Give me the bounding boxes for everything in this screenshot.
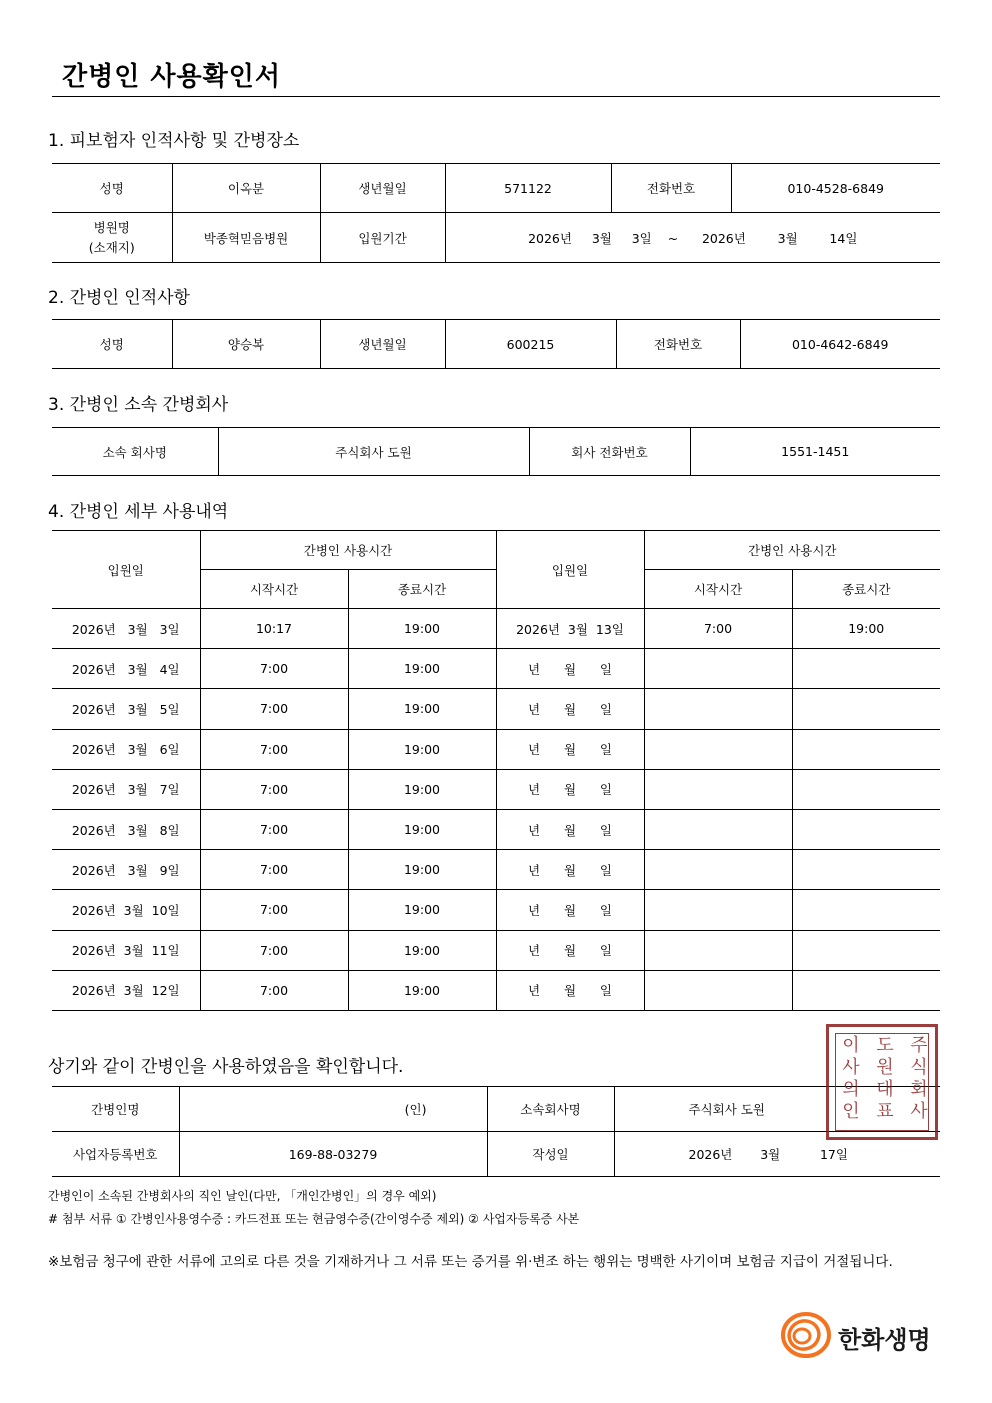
company-name-label: 소속 회사명 [52, 428, 218, 476]
table-row [52, 890, 940, 930]
usage-date: 2026년 3월 8일 [52, 809, 200, 849]
usage-start-2 [644, 930, 792, 970]
usage-date-2: 년 월 일 [496, 970, 644, 1010]
usage-end-2 [792, 809, 940, 849]
caregiver-sign-label: 간병인명 [52, 1087, 179, 1132]
insured-name: 이옥분 [172, 164, 320, 213]
table-row [52, 930, 940, 970]
usage-start-2 [644, 850, 792, 890]
usage-end: 19:00 [348, 970, 496, 1010]
usage-date: 2026년 3월 10일 [52, 890, 200, 930]
company-seal-stamp [826, 1024, 938, 1140]
caregiver-table [52, 319, 940, 369]
usage-end-2 [792, 689, 940, 729]
insured-birth-label: 생년월일 [320, 164, 445, 213]
table-row [52, 850, 940, 890]
usage-end: 19:00 [348, 689, 496, 729]
usage-end-2 [792, 649, 940, 689]
usage-end-2 [792, 769, 940, 809]
hospital-label-cell [52, 213, 172, 263]
usage-date-header-2: 입원일 [496, 531, 644, 609]
usage-start: 7:00 [200, 809, 348, 849]
usage-date: 2026년 3월 4일 [52, 649, 200, 689]
title-divider [52, 96, 940, 97]
usage-start-2 [644, 970, 792, 1010]
usage-date: 2026년 3월 7일 [52, 769, 200, 809]
usage-date: 2026년 3월 5일 [52, 689, 200, 729]
usage-end-2 [792, 890, 940, 930]
usage-end-header: 종료시간 [348, 570, 496, 609]
seal-line-3: 이사의인 [842, 1035, 860, 1122]
signature-table [52, 1086, 940, 1177]
usage-start-2 [644, 689, 792, 729]
table-row [52, 970, 940, 1010]
insured-phone-label: 전화번호 [611, 164, 731, 213]
usage-end-2 [792, 729, 940, 769]
usage-end: 19:00 [348, 769, 496, 809]
insured-phone: 010-4528-6849 [731, 164, 940, 213]
usage-end: 19:00 [348, 890, 496, 930]
usage-time-header: 간병인 사용시간 [200, 531, 496, 570]
usage-date-2: 2026년 3월 13일 [496, 609, 644, 649]
page-title: 간병인 사용확인서 [62, 62, 281, 92]
hospital-label: 병원명 [93, 219, 130, 235]
company-table [52, 427, 940, 476]
table-row [52, 609, 940, 649]
usage-end: 19:00 [348, 930, 496, 970]
caregiver-birth-label: 생년월일 [320, 320, 445, 369]
table-row [52, 689, 940, 729]
hospital-name: 박종혁믿음병원 [172, 213, 320, 263]
usage-date-header: 입원일 [52, 531, 200, 609]
usage-end-2 [792, 850, 940, 890]
usage-date: 2026년 3월 3일 [52, 609, 200, 649]
note-attachments: # 첨부 서류 ① 간병인사용영수증 : 카드전표 또는 현금영수증(간이영수증 제외) ② 사업자등록증 사본 [48, 1212, 580, 1226]
hospital-sub-label: (소재지) [88, 239, 135, 255]
usage-table [52, 530, 940, 1011]
company-name: 주식회사 도원 [218, 428, 529, 476]
caregiver-name-label: 성명 [52, 320, 172, 369]
confirmation-text: 상기와 같이 간병인을 사용하였음을 확인합니다. [48, 1057, 404, 1077]
caregiver-name: 양승복 [172, 320, 320, 369]
fraud-warning: ※보험금 청구에 관한 서류에 고의로 다른 것을 기재하거나 그 서류 또는 증거를 위·변조 하는 행위는 명백한 사기이며 보험금 지급이 거절됩니다. [48, 1254, 893, 1270]
admission-period: 2026년 3월 3일 ~ 2026년 3월 14일 [445, 213, 940, 263]
usage-start: 7:00 [200, 930, 348, 970]
usage-end-2: 19:00 [792, 609, 940, 649]
company-phone: 1551-1451 [690, 428, 940, 476]
section-3-heading: 3. 간병인 소속 간병회사 [48, 395, 229, 415]
section-2-heading: 2. 간병인 인적사항 [48, 288, 190, 308]
usage-start: 7:00 [200, 890, 348, 930]
table-row [52, 809, 940, 849]
period-label: 입원기간 [320, 213, 445, 263]
usage-date-2: 년 월 일 [496, 729, 644, 769]
usage-time-header-2: 간병인 사용시간 [644, 531, 940, 570]
caregiver-phone-label: 전화번호 [616, 320, 740, 369]
caregiver-birth: 600215 [445, 320, 616, 369]
bizno: 169-88-03279 [179, 1132, 487, 1177]
section-1-heading: 1. 피보험자 인적사항 및 간병장소 [48, 131, 300, 151]
usage-date: 2026년 3월 12일 [52, 970, 200, 1010]
logo-text: 한화생명 [838, 1326, 931, 1354]
usage-start: 7:00 [200, 649, 348, 689]
usage-end: 19:00 [348, 649, 496, 689]
usage-end-header-2: 종료시간 [792, 570, 940, 609]
usage-date-2: 년 월 일 [496, 809, 644, 849]
write-date: 2026년 3월 17일 [614, 1132, 940, 1177]
usage-date-2: 년 월 일 [496, 930, 644, 970]
usage-start-header-2: 시작시간 [644, 570, 792, 609]
usage-date-2: 년 월 일 [496, 769, 644, 809]
usage-date: 2026년 3월 6일 [52, 729, 200, 769]
insured-name-label: 성명 [52, 164, 172, 213]
usage-end: 19:00 [348, 850, 496, 890]
usage-start: 10:17 [200, 609, 348, 649]
table-row [52, 649, 940, 689]
note-seal: 간병인이 소속된 간병회사의 직인 날인(다만, 「개인간병인」의 경우 예외) [48, 1189, 437, 1203]
table-row [52, 769, 940, 809]
bizno-label: 사업자등록번호 [52, 1132, 179, 1177]
usage-end: 19:00 [348, 809, 496, 849]
usage-start-2 [644, 649, 792, 689]
usage-date-2: 년 월 일 [496, 890, 644, 930]
sign-company: 주식회사 도원 [614, 1087, 940, 1132]
usage-end-2 [792, 970, 940, 1010]
caregiver-phone: 010-4642-6849 [740, 320, 940, 369]
usage-date: 2026년 3월 9일 [52, 850, 200, 890]
caregiver-seal-mark: (인) [179, 1087, 487, 1132]
hanwha-life-logo [780, 1310, 940, 1360]
usage-start-2 [644, 769, 792, 809]
insured-table [52, 163, 940, 263]
usage-date-2: 년 월 일 [496, 850, 644, 890]
usage-start: 7:00 [200, 850, 348, 890]
usage-date-2: 년 월 일 [496, 649, 644, 689]
table-row [52, 729, 940, 769]
usage-start: 7:00 [200, 769, 348, 809]
usage-date: 2026년 3월 11일 [52, 930, 200, 970]
seal-line-1: 주식회사 [910, 1035, 928, 1122]
usage-start-2 [644, 729, 792, 769]
hanwha-logo-icon [780, 1310, 832, 1360]
usage-start-header: 시작시간 [200, 570, 348, 609]
section-4-heading: 4. 간병인 세부 사용내역 [48, 502, 229, 522]
usage-end: 19:00 [348, 729, 496, 769]
usage-end: 19:00 [348, 609, 496, 649]
usage-date-2: 년 월 일 [496, 689, 644, 729]
usage-start-2 [644, 809, 792, 849]
usage-start: 7:00 [200, 970, 348, 1010]
seal-line-2: 도원대표 [876, 1035, 894, 1122]
company-phone-label: 회사 전화번호 [529, 428, 690, 476]
usage-start-2 [644, 890, 792, 930]
usage-start: 7:00 [200, 729, 348, 769]
write-date-label: 작성일 [487, 1132, 614, 1177]
usage-start-2: 7:00 [644, 609, 792, 649]
sign-company-label: 소속회사명 [487, 1087, 614, 1132]
usage-start: 7:00 [200, 689, 348, 729]
usage-end-2 [792, 930, 940, 970]
insured-birth: 571122 [445, 164, 611, 213]
